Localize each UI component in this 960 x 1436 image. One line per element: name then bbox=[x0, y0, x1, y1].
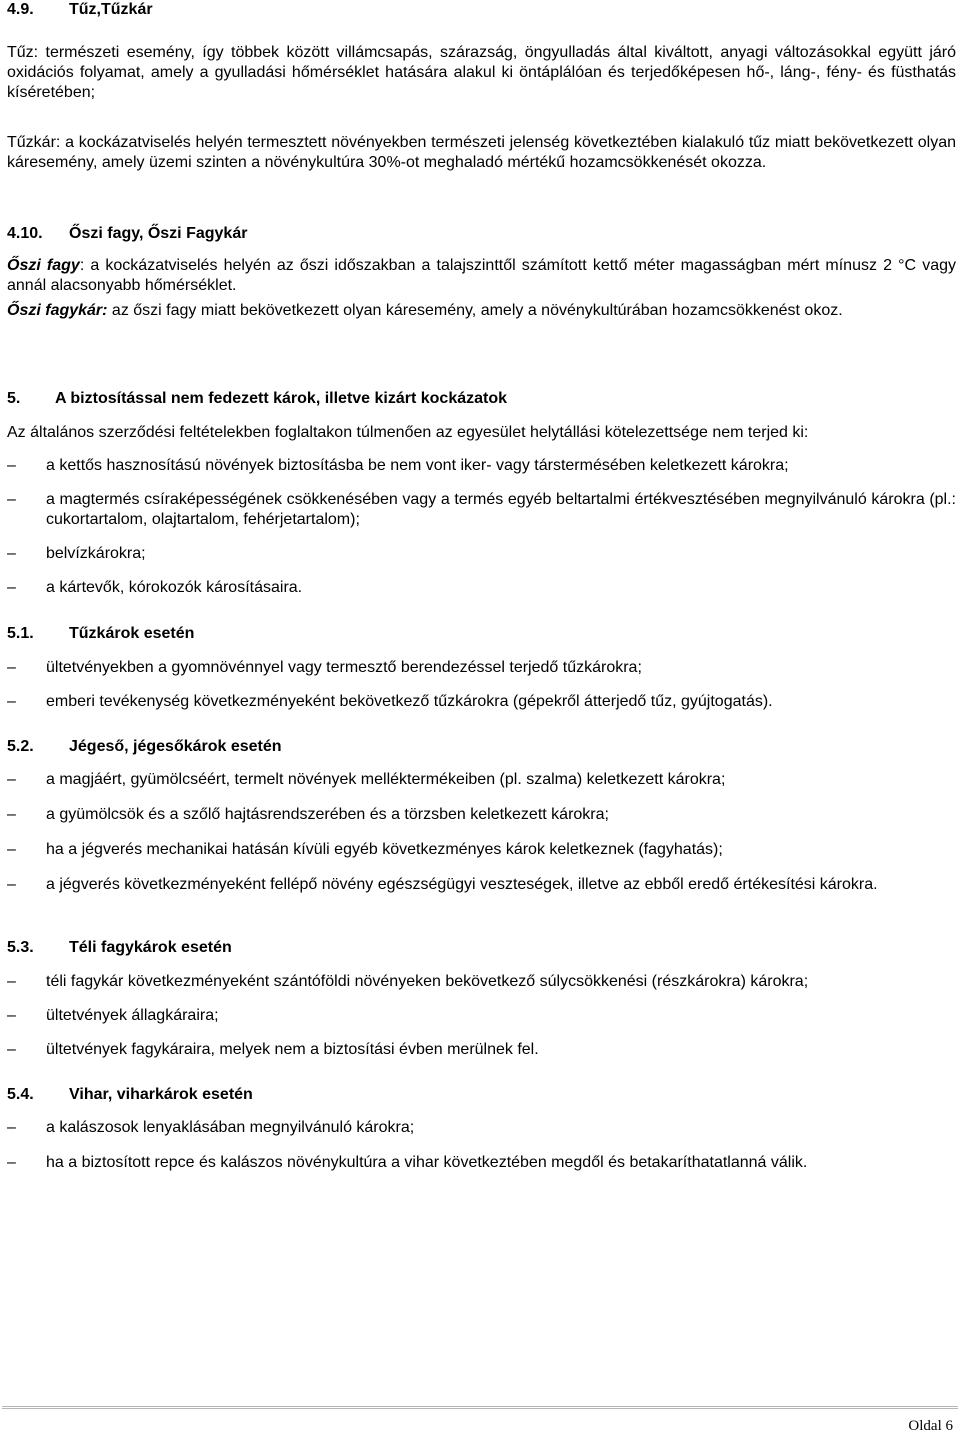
list-item-text: a kalászosok lenyaklásában megnyilvánuló károkra; bbox=[46, 1119, 415, 1136]
list-marker: – bbox=[7, 876, 16, 893]
list-item-text: a kártevők, kórokozók károsításaira. bbox=[46, 579, 303, 596]
list-item-text: belvízkárokra; bbox=[46, 545, 146, 562]
list-item bbox=[7, 875, 956, 895]
section-title: Tűzkárok esetén bbox=[69, 625, 195, 642]
list-marker: – bbox=[7, 1119, 16, 1136]
list-item bbox=[7, 1118, 956, 1138]
list-marker: – bbox=[7, 457, 16, 474]
list-item bbox=[7, 544, 956, 564]
term-label: Őszi fagykár: bbox=[7, 302, 108, 319]
autumn-frost-definition bbox=[7, 256, 956, 296]
list-marker: – bbox=[7, 973, 16, 990]
list-item bbox=[7, 658, 956, 678]
list-item bbox=[7, 840, 956, 860]
footer-divider bbox=[2, 1406, 958, 1409]
section-4-9-heading bbox=[7, 0, 153, 20]
page-number: Oldal 6 bbox=[908, 1418, 953, 1434]
section-title: Őszi fagy, Őszi Fagykár bbox=[69, 225, 248, 242]
list-marker: – bbox=[7, 1041, 16, 1058]
list-marker: – bbox=[7, 1154, 16, 1171]
list-item bbox=[7, 972, 956, 992]
list-item bbox=[7, 692, 956, 712]
list-item-text: téli fagykár következményeként szántóföldi növényeken bekövetkező súlycsökkenési (részkárokra) károkra; bbox=[46, 973, 809, 990]
section-number: 4.9. bbox=[7, 1, 34, 18]
list-marker: – bbox=[7, 545, 16, 562]
list-item bbox=[7, 805, 956, 825]
winter-frost-exclusions-list bbox=[7, 972, 956, 1060]
fire-damage-definition: Tűzkár: a kockázatviselés helyén termesztett növényekben természeti jelenség következtében kialakuló tűz miatt bekövetkezett olyan káresemény, amely üzemi szinten a növénykultúra 30%-ot meghaladó mértékű hozamcsökkenését okozza. bbox=[7, 134, 956, 171]
list-item-text: a jégverés következményeként fellépő növény egészségügyi veszteségek, illetve az ebből eredő értékesítési károkra. bbox=[46, 876, 878, 893]
fire-exclusions-list bbox=[7, 658, 956, 712]
list-item bbox=[7, 1153, 956, 1173]
section-4-10-heading bbox=[7, 224, 247, 244]
list-item bbox=[7, 490, 956, 530]
hail-exclusions-list bbox=[7, 770, 956, 895]
list-item-text: ültetvényekben a gyomnövénnyel vagy termesztő berendezéssel terjedő tűzkárokra; bbox=[46, 659, 642, 676]
list-item-text: ha a biztosított repce és kalászos növénykultúra a vihar következtében megdől és betakaríthatatlanná válik. bbox=[46, 1154, 808, 1171]
list-marker: – bbox=[7, 693, 16, 710]
section-number: 5.2. bbox=[7, 738, 34, 755]
list-marker: – bbox=[7, 1007, 16, 1024]
section-5-1-heading bbox=[7, 624, 194, 644]
list-item-text: a magjáért, gyümölcséért, termelt növények melléktermékeiben (pl. szalma) keletkezett károkra; bbox=[46, 771, 726, 788]
section-number: 5.4. bbox=[7, 1086, 34, 1103]
section-5-heading bbox=[7, 389, 507, 409]
list-item-text: ültetvények fagykáraira, melyek nem a biztosítási évben merülnek fel. bbox=[46, 1041, 539, 1058]
list-item-text: emberi tevékenység következményeként bekövetkező tűzkárokra (gépekről átterjedő tűz, gyújtogatás). bbox=[46, 693, 773, 710]
list-marker: – bbox=[7, 771, 16, 788]
exclusions-list bbox=[7, 456, 956, 598]
list-item bbox=[7, 1040, 956, 1060]
section-5-2-heading bbox=[7, 737, 282, 757]
list-item bbox=[7, 770, 956, 790]
list-item bbox=[7, 1006, 956, 1026]
section-5-4-heading bbox=[7, 1085, 253, 1105]
list-marker: – bbox=[7, 841, 16, 858]
list-marker: – bbox=[7, 579, 16, 596]
list-item bbox=[7, 578, 956, 598]
section-title: Téli fagykárok esetén bbox=[69, 939, 232, 956]
section-number: 5. bbox=[7, 390, 21, 407]
term-text: : a kockázatviselés helyén az őszi időszakban a talajszinttől számított kettő méter magasságban mért mínusz 2 °C vagy annál alacsonyabb hőmérséklet. bbox=[7, 257, 956, 294]
exclusions-intro: Az általános szerződési feltételekben foglaltakon túlmenően az egyesület helytállási kötelezettsége nem terjed ki: bbox=[7, 424, 809, 441]
storm-exclusions-list bbox=[7, 1118, 956, 1173]
list-marker: – bbox=[7, 806, 16, 823]
list-item-text: a magtermés csíraképességének csökkenésében vagy a termés egyéb beltartalmi értékvesztésében megnyilvánuló károkra (pl.: cukortartalom, olajtartalom, fehérjetartalom); bbox=[46, 491, 956, 528]
list-item-text: a gyümölcsök és a szőlő hajtásrendszerében és a törzsben keletkezett károkra; bbox=[46, 806, 609, 823]
section-title: A biztosítással nem fedezett károk, illetve kizárt kockázatok bbox=[55, 390, 508, 407]
section-title: Jégeső, jégesőkárok esetén bbox=[69, 738, 282, 755]
list-item-text: ültetvények állagkáraira; bbox=[46, 1007, 219, 1024]
list-item-text: ha a jégverés mechanikai hatásán kívüli egyéb következményes károk keletkeznek (fagyhatás); bbox=[46, 841, 723, 858]
section-number: 5.1. bbox=[7, 625, 34, 642]
section-number: 5.3. bbox=[7, 939, 34, 956]
section-5-3-heading bbox=[7, 938, 232, 958]
section-number: 4.10. bbox=[7, 225, 43, 242]
fire-definition: Tűz: természeti esemény, így többek között villámcsapás, szárazság, öngyulladás által kiváltott, anyagi változásokkal együtt járó oxidációs folyamat, amely a gyulladási hőmérséklet hatására alakul ki öntáplálóan és terjedőképesen hő-, láng-, fény- és füsthatás kíséretében; bbox=[7, 44, 956, 101]
term-text: az őszi fagy miatt bekövetkezett olyan káresemény, amely a növénykultúrában hozamcsökkenést okoz. bbox=[107, 302, 843, 319]
autumn-frost-damage-definition bbox=[7, 301, 956, 321]
list-item bbox=[7, 456, 956, 476]
list-marker: – bbox=[7, 659, 16, 676]
list-marker: – bbox=[7, 491, 16, 508]
list-item-text: a kettős hasznosítású növények biztosításba be nem vont iker- vagy társtermésében keletkezett károkra; bbox=[46, 457, 789, 474]
term-label: Őszi fagy bbox=[7, 257, 80, 274]
section-title: Tűz,Tűzkár bbox=[69, 1, 153, 18]
section-title: Vihar, viharkárok esetén bbox=[69, 1086, 253, 1103]
